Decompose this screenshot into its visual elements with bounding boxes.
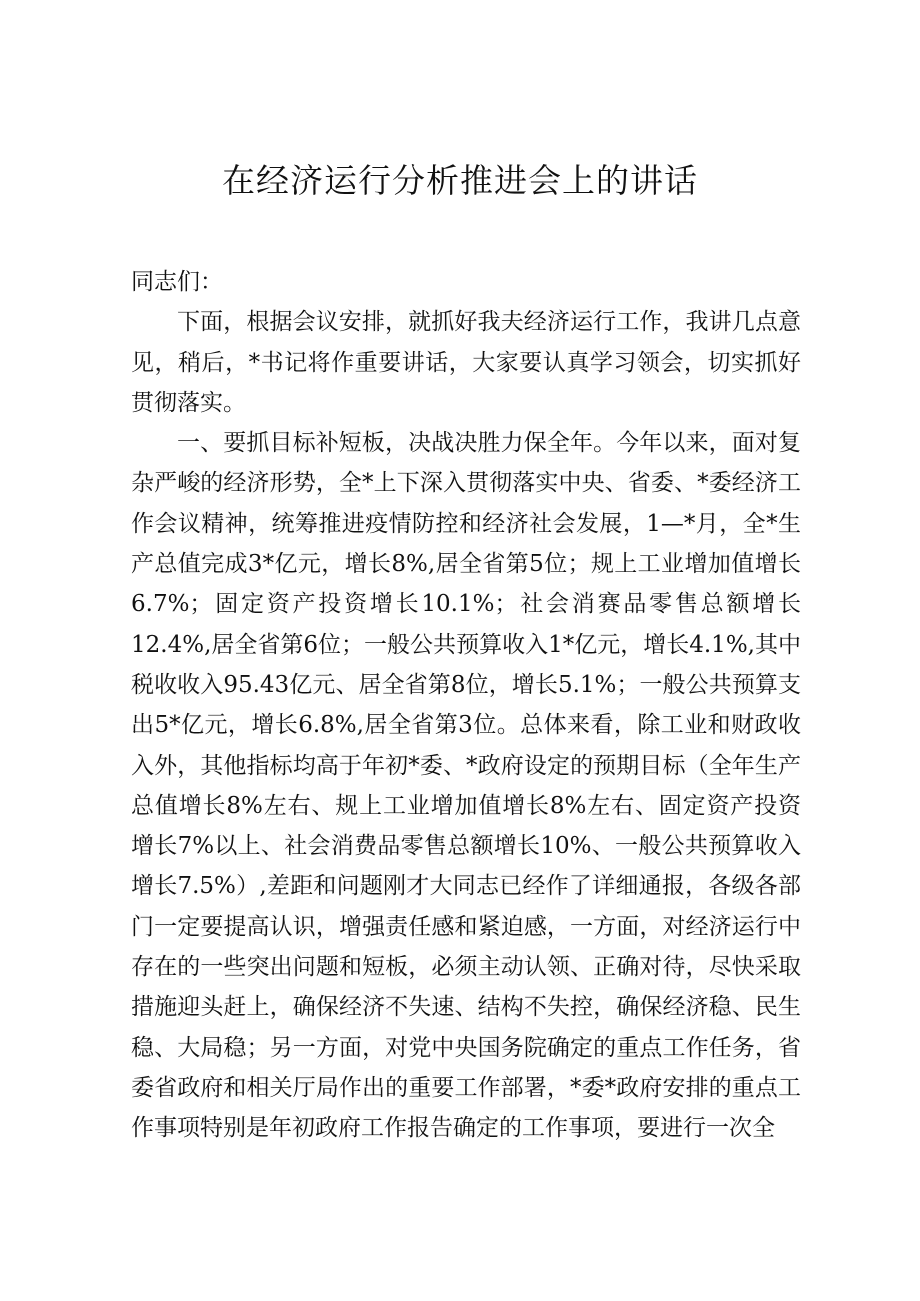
salutation: 同志们： bbox=[131, 269, 223, 295]
paragraph-intro: 下面，根据会议安排，就抓好我夫经济运行工作，我讲几点意见，稍后，*书记将作重要讲话，大家要认真学习领会，切实抓好贯彻落实。 bbox=[131, 309, 801, 416]
document-title: 在经济运行分析推进会上的讲话 bbox=[222, 161, 698, 200]
document-body bbox=[131, 262, 801, 1149]
paragraph-section-one: 一、要抓目标补短板，决战决胜力保全年。今年以来，面对复杂严峻的经济形势，全*上下深入贯彻落实中央、省委、*委经济工作会议精神，统筹推进疫情防控和经济社会发展，1—*月，全*生产总值完成3*亿元，增长8%,居全省第5位；规上工业增加值增长6.7%；固定资产投资增长10.1%；社会消赛品零售总额增长12.4%,居全省第6位；一般公共预算收入1*亿元，增长4.1%,其中税收收入95.43亿元、居全省第8位，增长5.1%；一般公共预算支出5*亿元，增长6.8%,居全省第3位。总体来看，除工业和财政收入外，其他指标均高于年初*委、*政府设定的预期目标（全年生产总值增长8%左右、规上工业增加值增长8%左右、固定资产投资增长7%以上、社会消费品零售总额增长10%、一般公共预算收入增长7.5%）,差距和问题刚才大同志已经作了详细通报，各级各部门一定要提高认识，增强责任感和紧迫感，一方面，对经济运行中存在的一些突出问题和短板，必须主动认领、正确对待，尽快采取措施迎头赶上，确保经济不失速、结构不失控，确保经济稳、民生稳、大局稳；另一方面，对党中央国务院确定的重点工作任务，省委省政府和相关厅局作出的重要工作部署，*委*政府安排的重点工作事项特别是年初政府工作报告确定的工作事项，要进行一次全 bbox=[131, 430, 801, 1142]
